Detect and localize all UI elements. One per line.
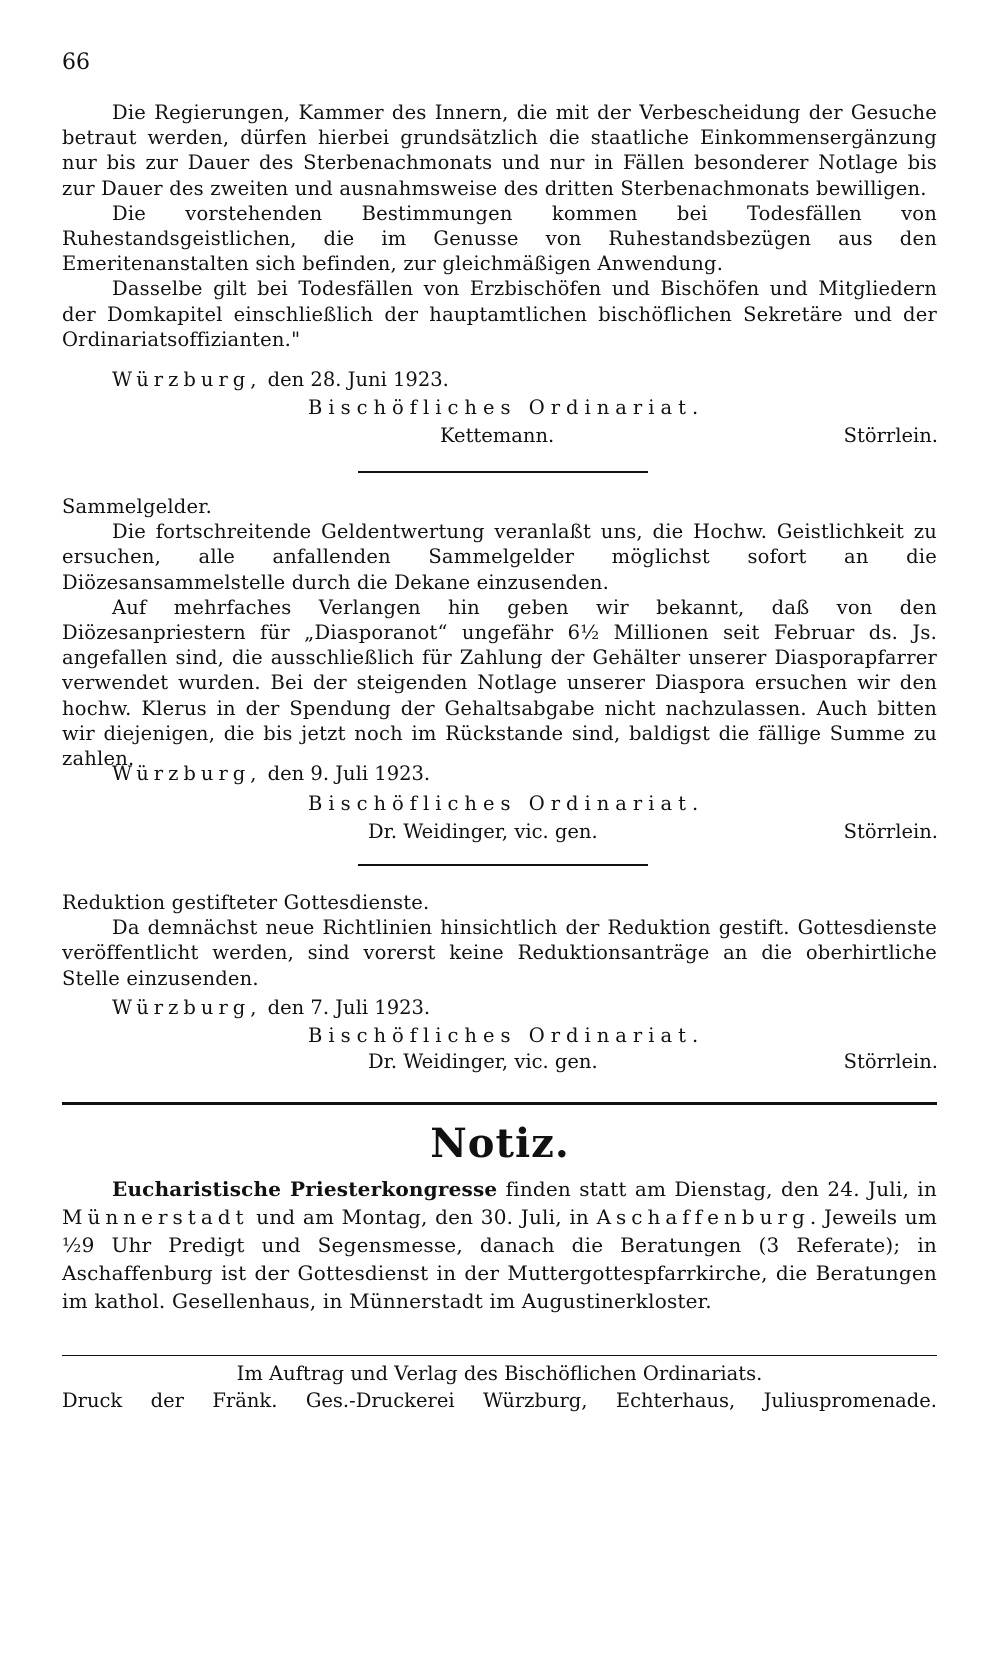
notiz-lead: Eucharistische Priesterkongresse: [112, 1177, 498, 1201]
section1-authority: Bischöfliches Ordinariat.: [308, 396, 705, 419]
section2-authority: Bischöfliches Ordinariat.: [308, 792, 705, 815]
notiz-place-1: Münnerstadt: [62, 1205, 249, 1229]
imprint-line-2: Druck der Fränk. Ges.-Druckerei Würzburg, Echterhaus, Juliuspromenade.: [62, 1389, 937, 1412]
section3-date: den 7. Juli 1923.: [267, 996, 431, 1019]
notiz-text-c: . Jeweils um ½9 Uhr Predigt und Segensmesse, danach die Beratungen (3 Referate); in Aschaffenburg ist der Gottesdienst in der Muttergottespfarrkirche, die Beratungen im kathol. Gesellenhaus, in Münnerstadt im Augustinerkloster.: [62, 1205, 937, 1313]
section3-dateline: [112, 996, 430, 1019]
section2-title: Sammelgelder.: [62, 495, 213, 518]
section-divider: [62, 1102, 937, 1105]
divider: [358, 864, 648, 866]
notiz-body: [62, 1175, 937, 1315]
section2-date: den 9. Juli 1923.: [267, 762, 431, 785]
section3-signer-right: Störrlein.: [843, 1050, 938, 1073]
imprint-line-1: Im Auftrag und Verlag des Bischöflichen Ordinariats.: [236, 1362, 763, 1385]
section2-dateline: [112, 762, 430, 785]
notiz-text-a: finden statt am Dienstag, den 24. Juli, in: [497, 1177, 937, 1201]
divider: [358, 471, 648, 473]
section1-paragraph: Dasselbe gilt bei Todesfällen von Erzbischöfen und Bischöfen und Mitgliedern der Domkapitel einschließlich der hauptamtlichen bischöflichen Sekretäre und der Ordinariatsoffizianten.": [62, 277, 937, 351]
section1-signer-right: Störrlein.: [843, 424, 938, 447]
section1-paragraph: Die vorstehenden Bestimmungen kommen bei Todesfällen von Ruhestandsgeistlichen, die im Genusse von Ruhestandsbezügen aus den Emeritenanstalten sich befinden, zur gleichmäßigen Anwendung.: [62, 201, 937, 276]
section3-authority: Bischöfliches Ordinariat.: [308, 1024, 705, 1047]
section1-paragraph: Die Regierungen, Kammer des Innern, die mit der Verbescheidung der Gesuche betraut werden, dürfen hierbei grundsätzlich die staatliche Einkommensergänzung nur bis zur Dauer des Sterbenachmonats und nur in Fällen besonderer Notlage bis zur Dauer des zweiten und ausnahmsweise des dritten Sterbenachmonats bewilligen.: [62, 101, 937, 200]
section2-body: [62, 494, 937, 771]
section3-paragraph: Da demnächst neue Richtlinien hinsichtlich der Reduktion gestift. Gottesdienste veröffentlicht werden, sind vorerst keine Reduktionsanträge an die oberhirtliche Stelle einzusenden.: [62, 916, 937, 990]
notiz-text-b: und am Montag, den 30. Juli, in: [248, 1205, 597, 1229]
notiz-place-2: Aschaffenburg: [596, 1205, 810, 1229]
section1-signer-left: Kettemann.: [440, 424, 555, 447]
section2-date-place: Würzburg,: [112, 762, 262, 785]
section1-date: den 28. Juni 1923.: [267, 368, 449, 391]
section3-title: Reduktion gestifteter Gottesdienste.: [62, 891, 430, 914]
section1-date-place: Würzburg,: [112, 368, 262, 391]
section2-signer-left: Dr. Weidinger, vic. gen.: [368, 820, 598, 843]
section3-body: [62, 890, 937, 991]
section3-signer-left: Dr. Weidinger, vic. gen.: [368, 1050, 598, 1073]
page-number: 66: [62, 50, 90, 75]
imprint-divider: [62, 1355, 937, 1356]
notiz-heading: Notiz.: [430, 1120, 570, 1167]
section1-dateline: [112, 368, 449, 391]
section2-signer-right: Störrlein.: [843, 820, 938, 843]
section2-paragraph: Auf mehrfaches Verlangen hin geben wir bekannt, daß von den Diözesanpriestern für „Diasporanot“ ungefähr 6½ Millionen seit Februar ds. Js. angefallen sind, die ausschließlich für Zahlung der Gehälter unserer Diasporapfarrer verwendet wurden. Bei der steigenden Notlage unserer Diaspora ersuchen wir den hochw. Klerus in der Spendung der Gehaltsabgabe nicht nachzulassen. Auch bitten wir diejenigen, die bis jetzt noch im Rückstande sind, baldigst die fällige Summe zu zahlen.: [62, 595, 937, 771]
section2-paragraph: Die fortschreitende Geldentwertung veranlaßt uns, die Hochw. Geistlichkeit zu ersuchen, alle anfallenden Sammelgelder möglichst sofort an die Diözesansammelstelle durch die Dekane einzusenden.: [62, 520, 937, 594]
section1-body: [62, 100, 937, 352]
section3-date-place: Würzburg,: [112, 996, 262, 1019]
notiz-paragraph: [62, 1175, 937, 1315]
